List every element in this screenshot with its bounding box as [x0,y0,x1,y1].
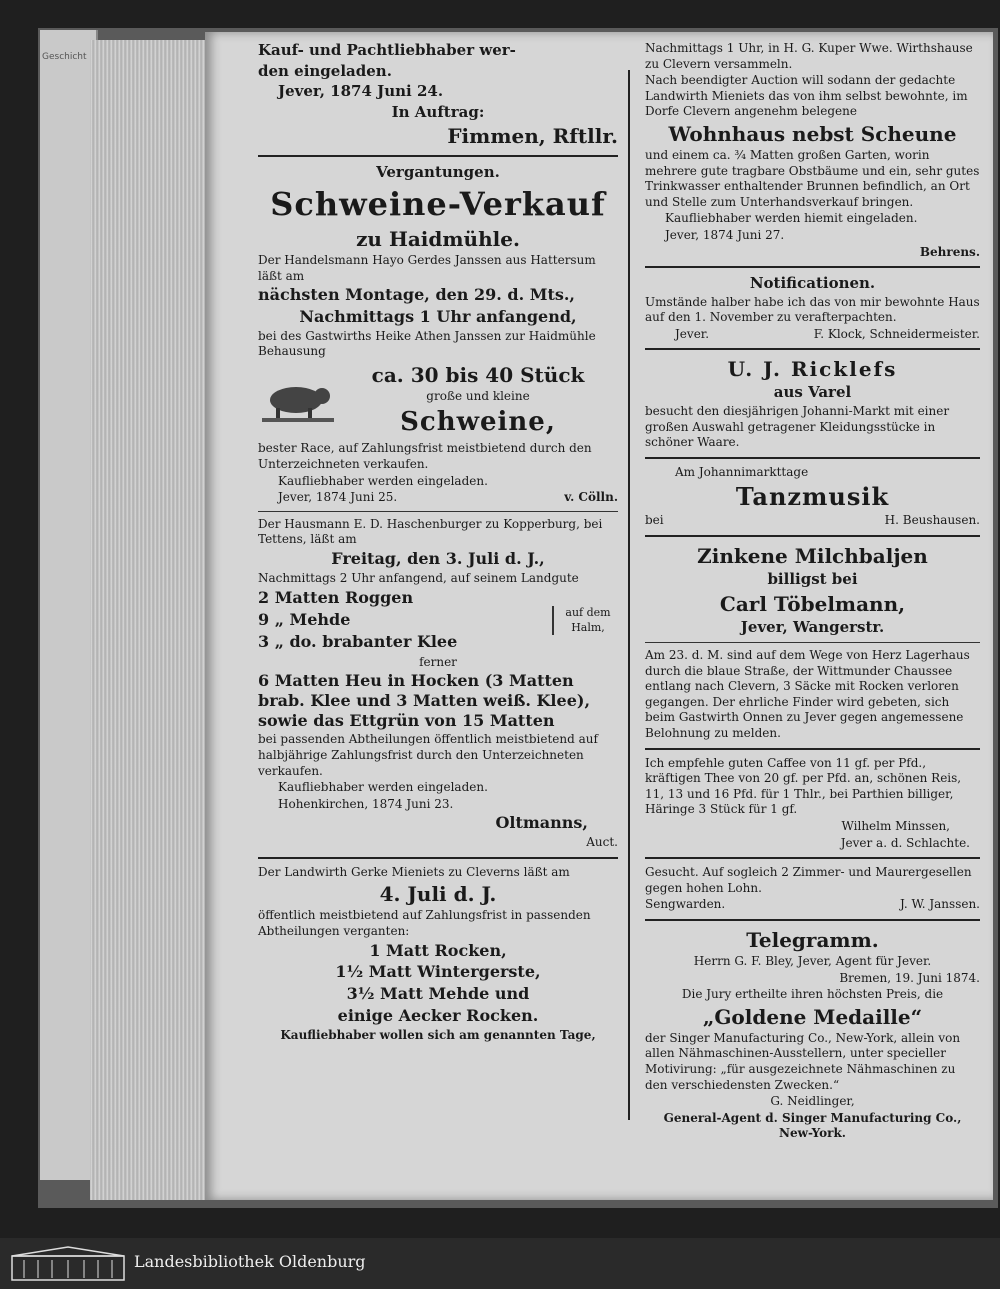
intro-date: Jever, 1874 Juni 24. [278,82,444,100]
list-item: 2 Matten Roggen [258,588,414,608]
pig-icon [258,376,338,426]
list-item: 9 „ Mehde [258,610,351,630]
list-item: 3½ Matt Mehde und [346,984,530,1004]
caffee-notice [645,756,980,852]
notif-notice [645,274,980,342]
divider [645,642,980,643]
list-item: einige Aecker Rocken. [337,1005,539,1025]
notice-invite: Kaufliebhaber werden eingeladen. [278,473,488,488]
intro-signer: Fimmen, Rftllr. [447,124,618,148]
notice-title: „Goldene Medaille“ [702,1004,923,1029]
notice-text: Der Hausmann E. D. Haschenburger zu Kopperburg, bei Tettens, läßt am [258,516,603,547]
divider [645,748,980,750]
notice-signer: H. Beushausen. [884,513,980,528]
list-item: 3 „ do. brabanter Klee [258,632,458,651]
section-heading: Telegramm. [746,927,879,952]
notice-desc: große und kleine [426,389,530,404]
right-column [645,40,980,1143]
zink-notice [645,543,980,637]
notice-title: Zinkene Milchbaljen [697,544,928,569]
divider [645,348,980,350]
notice-place: Sengwarden. [645,897,726,912]
notice-text: Umstände halber habe ich das von mir bewohnte Haus auf den 1. November zu verafterpachten. [645,294,980,325]
notice-signer: Behrens. [919,244,980,259]
wohnhaus-notice [645,41,980,260]
notice-title: Wohnhaus nebst Scheune [668,121,957,146]
divider [258,511,618,512]
list-item: 1½ Matt Wintergerste, [335,962,541,982]
notice-subtitle: zu Haidmühle. [356,227,520,252]
notice-count: ca. 30 bis 40 Stück [371,363,585,388]
notice-date: Bremen, 19. Juni 1874. [839,970,980,985]
notice-invite: Kaufliebhaber werden eingeladen. [278,780,488,795]
notice-when: 4. Juli d. J. [379,882,497,907]
notice-title: Tanzmusik [735,482,890,512]
left-column [258,40,618,1044]
notice-when: nächsten Montage, den 29. d. Mts., [258,285,575,305]
library-name: Landesbibliothek Oldenburg [134,1252,366,1271]
notice-name: Carl Töbelmann, [719,591,906,616]
notice-title: U. J. Ricklefs [727,357,898,382]
notice-text: Herrn G. F. Bley, Jever, Agent für Jever. [693,953,932,968]
notice-text: Nachmittags 1 Uhr, in H. G. Kuper Wwe. Wirthshause zu Clevern versammeln. [645,41,973,71]
notice-text: Nachmittags 2 Uhr anfangend, auf seinem Landgute [258,570,579,585]
notice-time: Nachmittags 1 Uhr anfangend, [299,307,577,327]
notice-title: Schweine-Verkauf [270,184,606,223]
intro-line1: Kauf- und Pachtliebhaber wer- [258,41,516,59]
notice-signer: Oltmanns, [495,813,588,833]
intro-notice [258,41,618,149]
notice-date: Jever, 1874 Juni 27. [665,227,785,242]
notice-invite: Kaufliebhaber werden hiemit eingeladen. [665,211,918,226]
landwirth-notice [258,865,618,1044]
notice-date: Hohenkirchen, 1874 Juni 23. [278,796,454,811]
notice-text: bester Race, auf Zahlungsfrist meistbietend durch den Unterzeichneten verkaufen. [258,441,592,472]
notice-text: Gesucht. Auf sogleich 2 Zimmer- und Maurergesellen gegen hohen Lohn. [645,865,972,895]
notice-text: Am 23. d. M. sind auf dem Wege von Herz Lagerhaus durch die blaue Straße, der Wittmunder Chaussee entlang nach Clevern, 3 Säcke mit Rocken verloren gegangen. Der ehrliche Finder wird gebeten, sich beim Gastwirth Onnen zu Jever gegen angemessene Belohnung zu melden. [645,648,970,741]
notice-place: Jever. [675,326,710,341]
library-building-icon [10,1246,126,1282]
divider [258,155,618,157]
notice-subtitle: billigst bei [767,570,858,589]
notice-item: Schweine, [400,406,556,437]
notice-more: 6 Matten Heu in Hocken (3 Matten brab. Klee und 3 Matten weiß. Klee), sowie das Ettgrün von 15 Matten [258,671,591,731]
section-heading: Notificationen. [749,274,876,293]
notice-text: bei des Gastwirths Heike Athen Janssen zur Haidmühle Behausung [258,328,596,359]
notice-text: und einem ca. ¾ Matten großen Garten, worin mehrere gute tragbare Obstbäume und ein, sehr gutes Trinkwasser enthaltender Brunnen befindlich, an Ort und Stelle zum Unterhandsverkauf bringen. [645,147,980,209]
ricklefs-notice [645,356,980,450]
notice-signer: v. Cölln. [564,490,618,505]
notice-text: bei passenden Abtheilungen öffentlich meistbietend auf halbjährige Zahlungsfrist durch den Unterzeichneten verkaufen. [258,732,598,778]
column-rule [628,70,630,1120]
divider [645,857,980,859]
notice-role: General-Agent d. Singer Manufacturing Co., New-York. [663,1110,962,1141]
notice-text: besucht den diesjährigen Johanni-Markt mit einer großen Auswahl getragener Kleidungsstücke in schöner Waare. [645,403,950,450]
notice-when: Freitag, den 3. Juli d. J., [331,549,545,569]
notice-text: Am Johannimarkttage [675,464,809,479]
notice-subtitle: aus Varel [773,383,852,402]
telegramm-notice [645,927,980,1142]
schweine-notice [258,163,618,506]
hausmann-notice [258,517,618,851]
divider [645,919,980,921]
notice-date: Jever, 1874 Juni 25. [278,490,398,505]
notice-text: bei [645,513,664,528]
side-note: auf dem Halm, [552,606,618,635]
intro-line2: den eingeladen. [258,61,392,80]
notice-signer: Wilhelm Minssen, [841,819,950,833]
notice-text: Der Handelsmann Hayo Gerdes Janssen aus Hattersum läßt am [258,253,596,283]
notice-text: Kaufliebhaber wollen sich am genannten Tage, [280,1027,596,1042]
tanz-notice [645,465,980,529]
section-heading: Vergantungen. [376,163,500,181]
notice-signer: J. W. Janssen. [899,897,980,912]
notice-text: ferner [419,654,457,669]
notice-text: Nach beendigter Auction will sodann der gedachte Landwirth Mieniets das von ihm selbst bewohnte, im Dorfe Clevern angenehm belegene [645,73,968,119]
notice-signer: G. Neidlinger, [770,1094,855,1109]
footer-bar [0,1238,1000,1289]
divider [645,266,980,268]
notice-text: der Singer Manufacturing Co., New-York, allein von allen Nähmaschinen-Ausstellern, unter specieller Motivirung: „für ausgezeichnete Nähmaschinen zu den verschiedensten Zwecken.“ [645,1030,961,1092]
list-item: 1 Matt Rocken, [369,940,507,960]
notice-signer: F. Klock, Schneidermeister. [813,326,980,341]
notice-addr: Jever a. d. Schlachte. [840,835,970,850]
notice-text: Ich empfehle guten Caffee von 11 gf. per Pfd., kräftigen Thee von 20 gf. per Pfd. an, schönen Reis, 11, 13 und 16 Pfd. für 1 Thlr., bei Parthien billiger, Häringe 3 Stück für 1 gf. [645,755,962,817]
divider [645,457,980,459]
notice-text: Die Jury ertheilte ihren höchsten Preis, die [681,987,944,1002]
notice-text: öffentlich meistbietend auf Zahlungsfrist in passenden Abtheilungen verganten: [258,908,591,938]
lost-notice [645,648,980,742]
divider [645,535,980,537]
gesucht-notice [645,865,980,913]
notice-role: Auct. [586,835,618,850]
notice-text: Der Landwirth Gerke Mieniets zu Cleverns läßt am [258,864,570,879]
page-edges [90,40,208,1200]
notice-addr: Jever, Wangerstr. [740,617,885,636]
divider [258,857,618,859]
spine-label: Geschicht [42,52,87,62]
intro-auftrag: In Auftrag: [391,102,485,121]
